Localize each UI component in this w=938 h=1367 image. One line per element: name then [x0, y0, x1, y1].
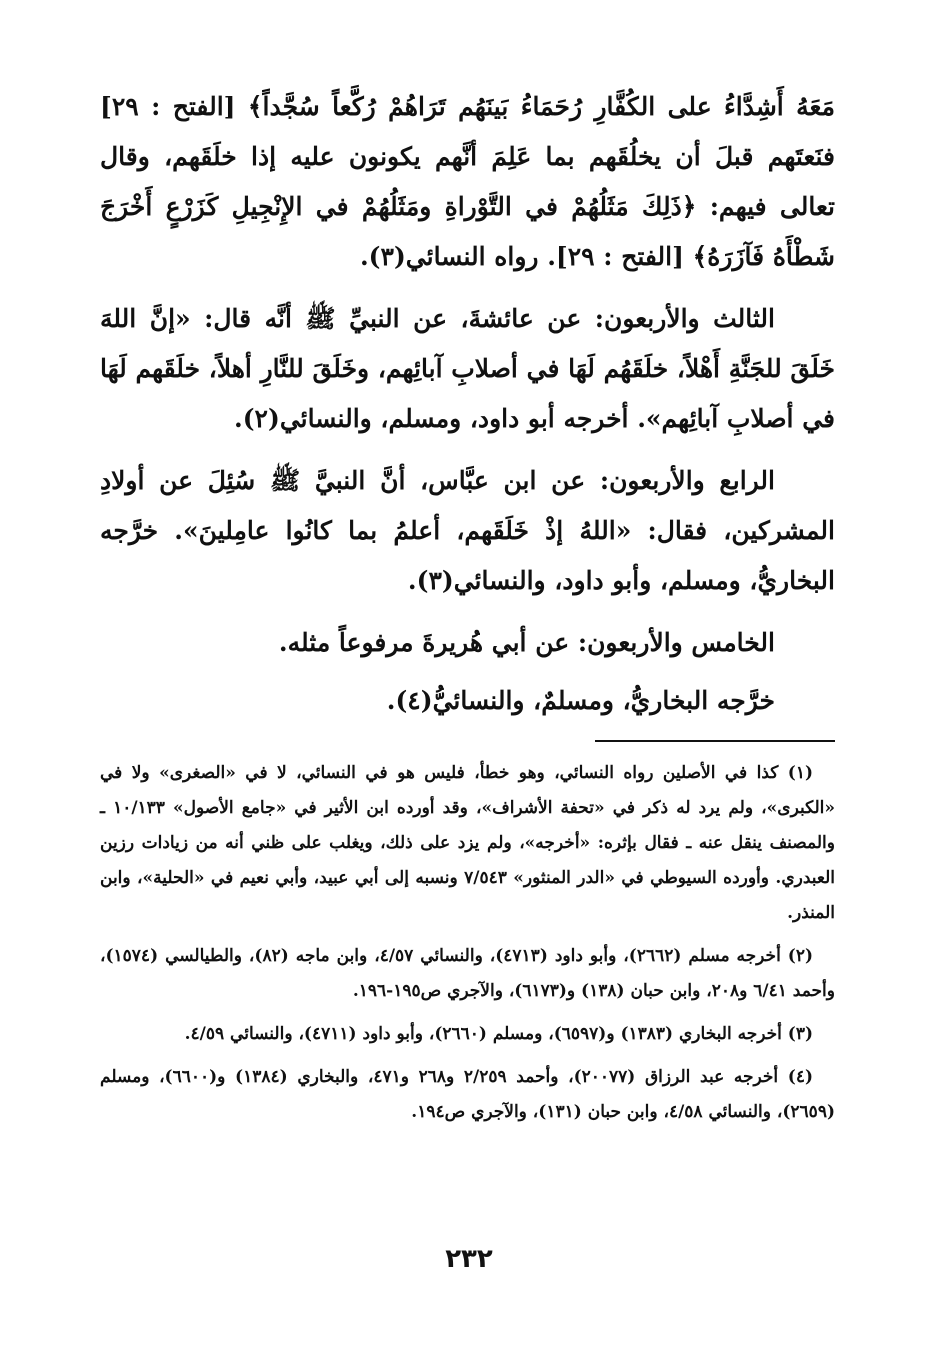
main-text — [100, 82, 835, 726]
footnote-2: (٢) أخرجه مسلم (٢٦٦٢)، وأبو داود (٤٧١٣)، والنسائي ٤/٥٧، وابن ماجه (٨٢)، والطيالسي (١٥٧٤)، وأحمد ٦/٤١ و٢٠٨، وابن حبان (١٣٨) و(٦١٧٣)، والآجري ص١٩٥-١٩٦. — [100, 946, 835, 1001]
paragraph-hadith-45: الخامس والأربعون: عن أبي هُريرةَ مرفوعاً مثله. — [278, 628, 775, 657]
footnote-divider — [595, 740, 835, 742]
footnote-3: (٣) أخرجه البخاري (١٣٨٣) و(٦٥٩٧)، ومسلم (٢٦٦٠)، وأبو داود (٤٧١١)، والنسائي ٤/٥٩. — [184, 1024, 813, 1044]
footnote-4: (٤) أخرجه عبد الرزاق (٢٠٠٧٧)، وأحمد ٢/٢٥٩ و٢٦٨ و٤٧١، والبخاري (١٣٨٤) و(٦٦٠٠)، ومسلم (٢٦٥٩)، والنسائي ٤/٥٨، وابن حبان (١٣١)، والآجري ص١٩٤. — [100, 1067, 835, 1122]
footnotes — [100, 756, 835, 1130]
paragraph-hadith-44: الرابع والأربعون: عن ابن عبَّاس، أنَّ النبيَّ ﷺ سُئِلَ عن أولادِ المشركين، فقال: «اللهُ إذْ خَلَقَهم، أعلمُ بما كانُوا عامِلينَ». خرَّجه البخاريُّ، ومسلم، وأبو داود، والنسائي(٣). — [100, 466, 835, 595]
book-page — [100, 82, 835, 1138]
paragraph-continuation: مَعَهُ أَشِدَّاءُ على الكُفَّارِ رُحَمَاءُ بَينَهُم تَرَاهُمْ رُكَّعاً سُجَّداً﴾ [الفتح : ٢٩] فنَعتَهم قبلَ أن يخلُقَهم بما عَلِمَ أنَّهم يكونون عليه إذا خلَقَهم، وقال تعالى فيهم: ﴿ذَلِكَ مَثَلُهُمْ في التَّوْراةِ ومَثَلُهُمْ في الإِنْجِيلِ كَزَرْعٍ أَخْرَجَ شَطْأَهُ فَآزَرَهُ﴾ [الفتح : ٢٩]. رواه النسائي(٣). — [100, 92, 835, 271]
paragraph-hadith-45-source: خرَّجه البخاريُّ، ومسلمٌ، والنسائيُّ(٤). — [386, 686, 775, 715]
paragraph-hadith-43: الثالث والأربعون: عن عائشةَ، عن النبيِّ ﷺ أنَّه قال: «إنَّ اللهَ خَلَقَ للجَنَّةِ أَهْلاً، خلَقَهُم لَهَا في أصلابِ آبائِهم، وخَلَقَ للنَّارِ أهلاً، خلَقَهم لَهَا في أصلابِ آبائِهم». أخرجه أبو داود، ومسلم، والنسائي(٢). — [100, 304, 835, 433]
page-number: ٢٣٢ — [445, 1244, 493, 1274]
footnote-1: (١) كذا في الأصلين رواه النسائي، وهو خطأ، فليس هو في النسائي، لا في «الصغرى» ولا في «الكبرى»، ولم يرد له ذكر في «تحفة الأشراف»، وقد أورده ابن الأثير في «جامع الأصول» ١٠/١٣٣ ـ والمصنف ينقل عنه ـ فقال بإثره: «أخرجه»، ولم يزد على ذلك، ويغلب على ظني أنه من زيادات رزين العبدري. وأورده السيوطي في «الدر المنثور» ٧/٥٤٣ ونسبه إلى أبي عبيد، وأبي نعيم في «الحلية»، وابن المنذر. — [100, 763, 835, 923]
